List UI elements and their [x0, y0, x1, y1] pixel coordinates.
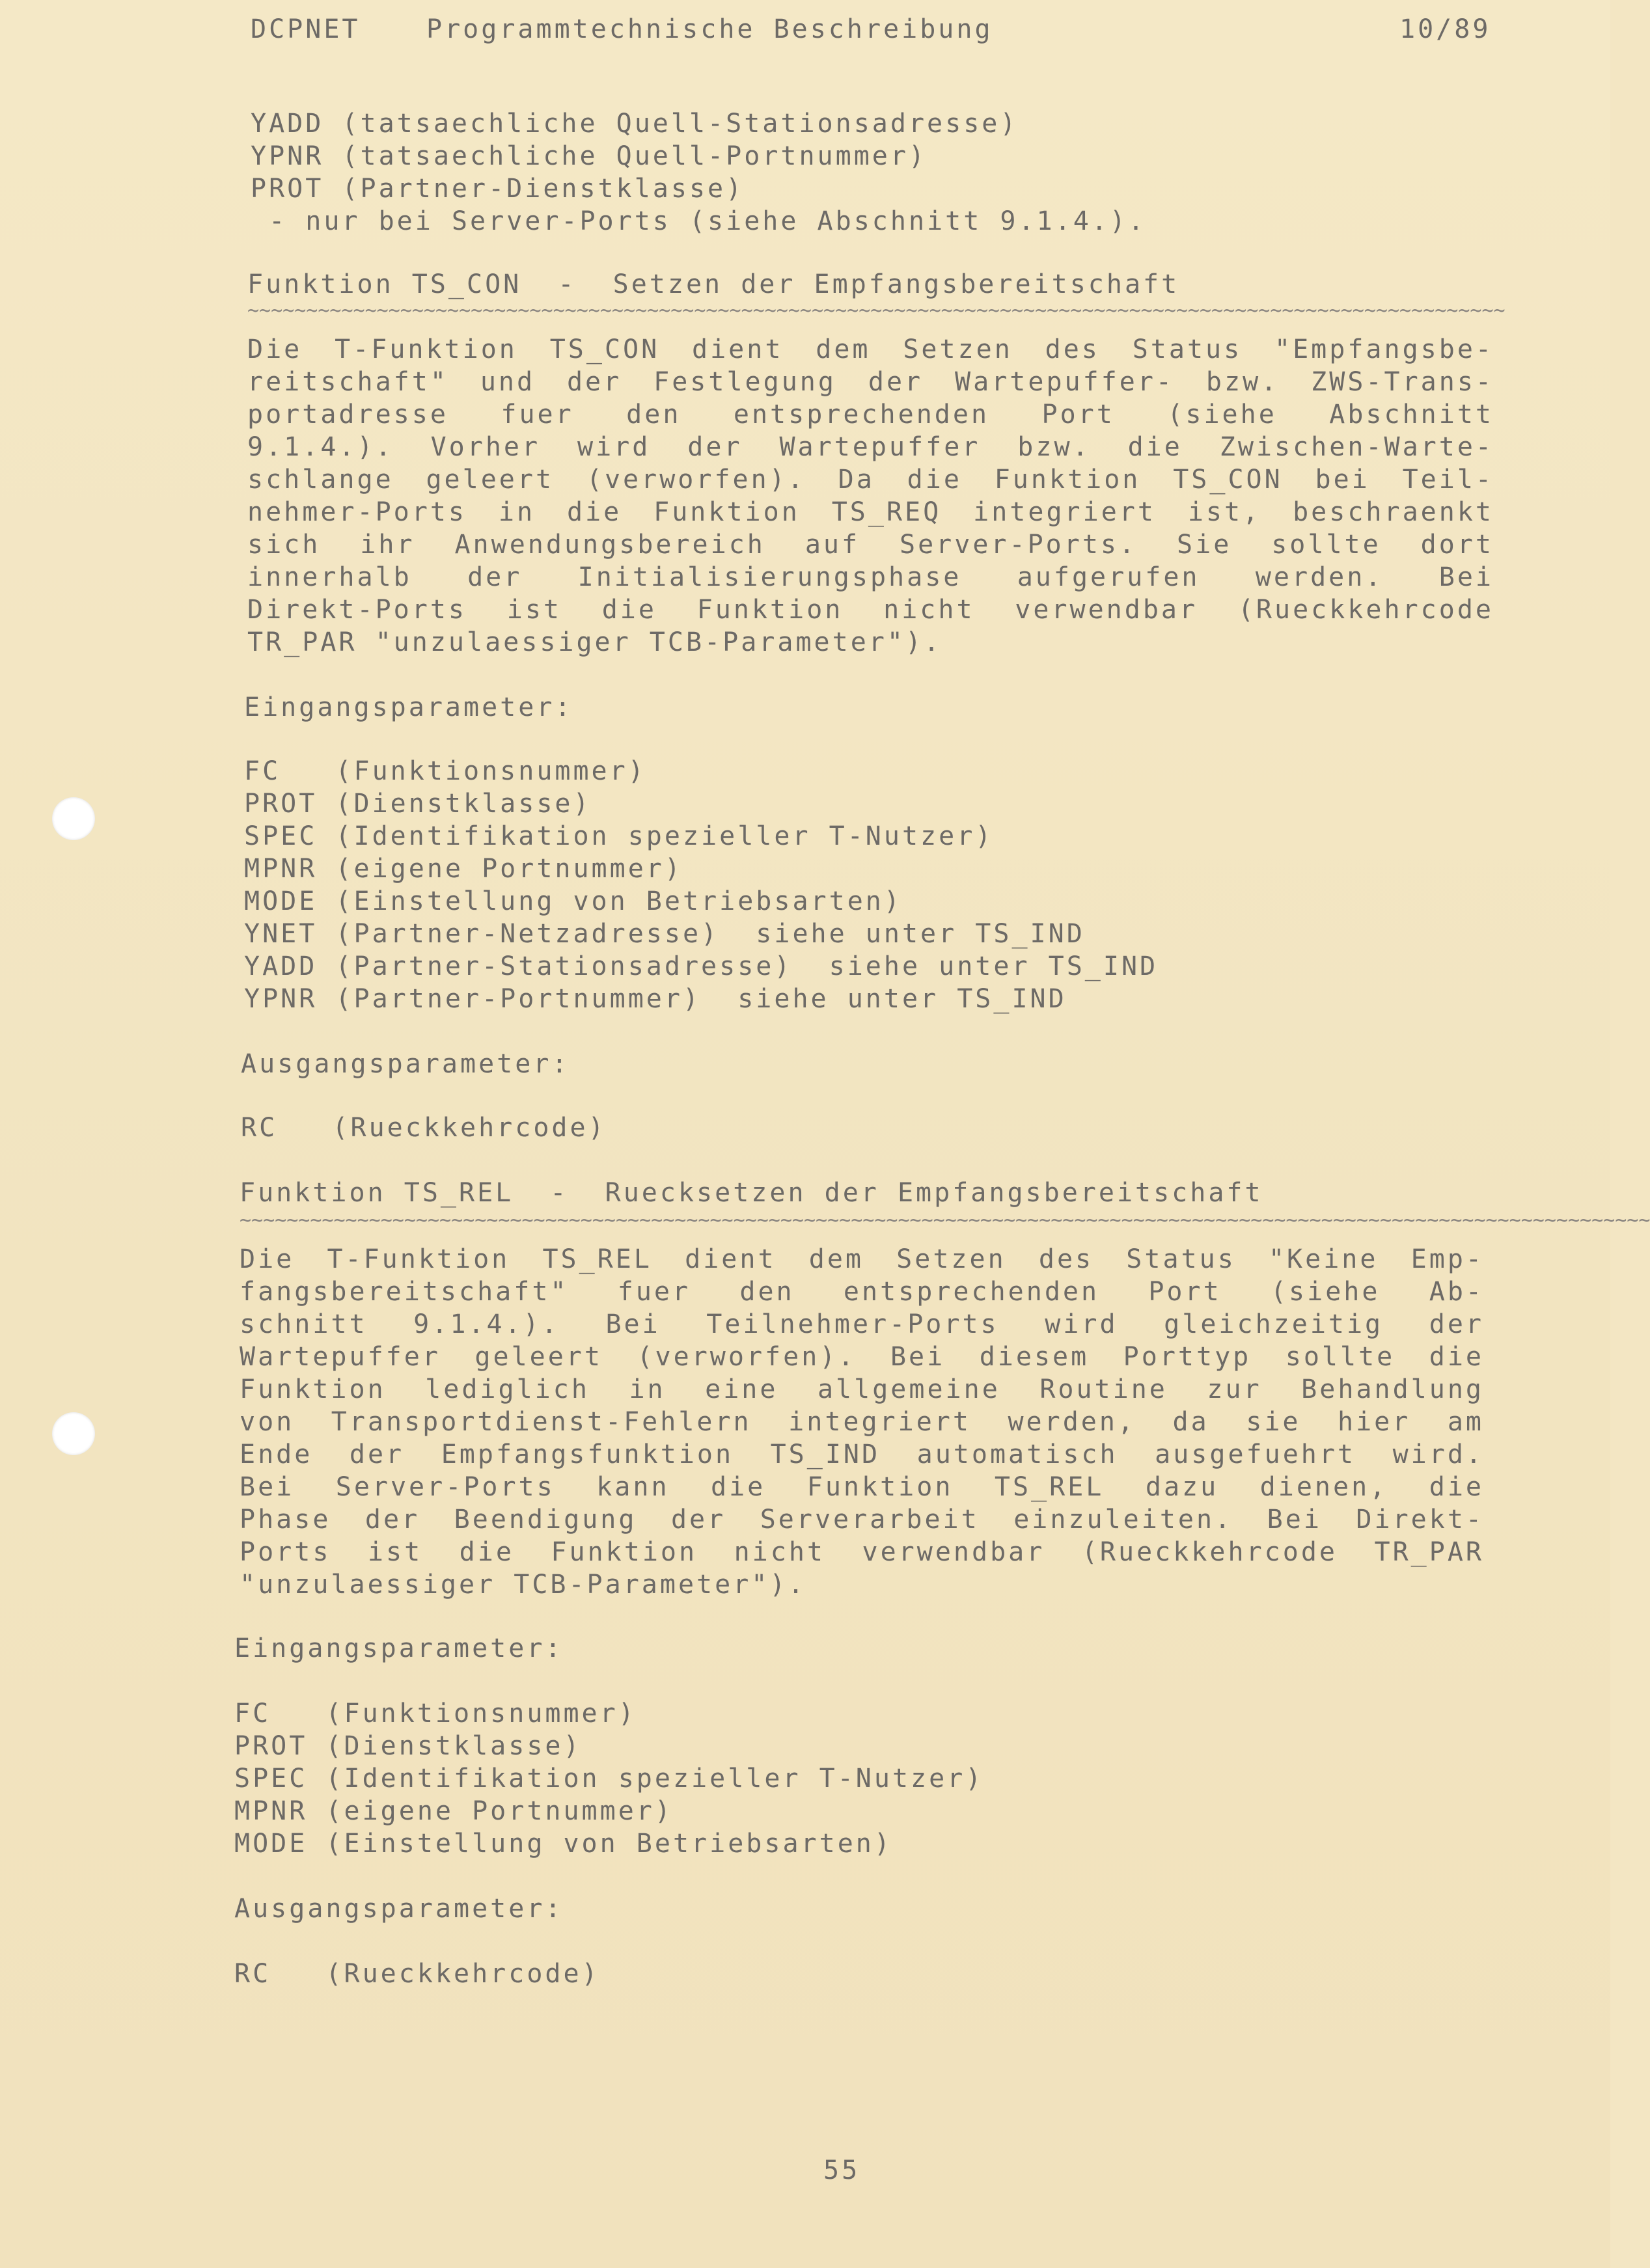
body-line: 9.1.4.). Vorher wird der Wartepuffer bzw. die Zwischen-Warte- — [247, 432, 1494, 462]
param-line: MODE (Einstellung von Betriebsarten) — [234, 1829, 892, 1859]
section-heading: Funktion TS_CON - Setzen der Empfangsbereitschaft — [247, 269, 1180, 299]
body-line: Wartepuffer geleert (verworfen). Bei diesem Porttyp sollte die — [240, 1342, 1484, 1372]
body-line: TR_PAR "unzulaessiger TCB-Parameter"). — [247, 627, 942, 657]
param-line: FC (Funktionsnummer) — [244, 756, 646, 786]
body-line: reitschaft" und der Festlegung der Wartepuffer- bzw. ZWS-Trans- — [247, 367, 1494, 397]
body-line: Ende der Empfangsfunktion TS_IND automatisch ausgefuehrt wird. — [240, 1440, 1484, 1469]
output-params-label: Ausgangsparameter: — [241, 1049, 570, 1079]
body-line: von Transportdienst-Fehlern integriert werden, da sie hier am — [240, 1407, 1484, 1437]
body-line: fangsbereitschaft" fuer den entsprechenden Port (siehe Ab- — [240, 1277, 1484, 1307]
header-left: DCPNET — [251, 14, 361, 44]
param-line: SPEC (Identifikation spezieller T-Nutzer) — [244, 821, 994, 851]
intro-line: - nur bei Server-Ports (siehe Abschnitt 9.1.4.). — [251, 206, 1147, 236]
body-line: portadresse fuer den entsprechenden Port (siehe Abschnitt — [247, 400, 1494, 430]
param-line: PROT (Dienstklasse) — [244, 789, 592, 819]
body-line: "unzulaessiger TCB-Parameter"). — [240, 1570, 806, 1600]
body-line: schnitt 9.1.4.). Bei Teilnehmer-Ports wird gleichzeitig der — [240, 1309, 1484, 1339]
param-line: RC (Rueckkehrcode) — [234, 1959, 600, 1989]
param-line: MODE (Einstellung von Betriebsarten) — [244, 886, 902, 916]
body-line: Funktion lediglich in eine allgemeine Routine zur Behandlung — [240, 1374, 1484, 1404]
param-line: YPNR (Partner-Portnummer) siehe unter TS_IND — [244, 984, 1067, 1014]
body-line: Direkt-Ports ist die Funktion nicht verwendbar (Rueckkehrcode — [247, 595, 1494, 625]
param-line: RC (Rueckkehrcode) — [241, 1113, 607, 1143]
param-line: PROT (Dienstklasse) — [234, 1731, 582, 1761]
param-line: YADD (Partner-Stationsadresse) siehe unter TS_IND — [244, 951, 1159, 981]
punch-hole-bottom — [52, 1412, 95, 1455]
param-line: MPNR (eigene Portnummer) — [234, 1796, 673, 1826]
param-line: SPEC (Identifikation spezieller T-Nutzer) — [234, 1764, 984, 1794]
intro-line: YPNR (tatsaechliche Quell-Portnummer) — [251, 141, 928, 171]
body-line: Bei Server-Ports kann die Funktion TS_REL dazu dienen, die — [240, 1472, 1484, 1502]
param-line: FC (Funktionsnummer) — [234, 1699, 637, 1728]
body-line: sich ihr Anwendungsbereich auf Server-Ports. Sie sollte dort — [247, 530, 1494, 560]
heading-tilde-rule: ~~~~~~~~~~~~~~~~~~~~~~~~~~~~~~~~~~~~~~~~~~~~~~~~~~~~~~~~~~~~~~~~~~~~~~~~~~~~~~~~~~~~~~~~~~~~~~~~~~~~~~~~~~~ — [247, 299, 1506, 322]
param-line: MPNR (eigene Portnummer) — [244, 854, 683, 884]
body-line: innerhalb der Initialisierungsphase aufgerufen werden. Bei — [247, 562, 1494, 592]
body-line: Phase der Beendigung der Serverarbeit einzuleiten. Bei Direkt- — [240, 1505, 1484, 1535]
output-params-label: Ausgangsparameter: — [234, 1894, 564, 1924]
intro-line: YADD (tatsaechliche Quell-Stationsadresse) — [251, 109, 1019, 139]
body-line: Die T-Funktion TS_REL dient dem Setzen des Status "Keine Emp- — [240, 1244, 1484, 1274]
section-heading: Funktion TS_REL - Ruecksetzen der Empfangsbereitschaft — [240, 1178, 1263, 1208]
page-number: 55 — [823, 2155, 860, 2185]
body-line: Die T-Funktion TS_CON dient dem Setzen des Status "Empfangsbe- — [247, 335, 1494, 364]
input-params-label: Eingangsparameter: — [244, 692, 573, 722]
param-line: YNET (Partner-Netzadresse) siehe unter TS_IND — [244, 919, 1085, 949]
header-date: 10/89 — [1399, 14, 1491, 44]
body-line: schlange geleert (verworfen). Da die Funktion TS_CON bei Teil- — [247, 465, 1494, 495]
body-line: Ports ist die Funktion nicht verwendbar (Rueckkehrcode TR_PAR — [240, 1537, 1484, 1567]
intro-line: PROT (Partner-Dienstklasse) — [251, 174, 745, 204]
input-params-label: Eingangsparameter: — [234, 1633, 564, 1663]
punch-hole-top — [52, 797, 95, 840]
heading-tilde-rule: ~~~~~~~~~~~~~~~~~~~~~~~~~~~~~~~~~~~~~~~~~~~~~~~~~~~~~~~~~~~~~~~~~~~~~~~~~~~~~~~~~~~~~~~~~~~~~~~~~~~~~~~~~~~~~~~~~~~~~~~~ — [240, 1209, 1650, 1232]
header-title: Programmtechnische Beschreibung — [426, 14, 993, 44]
body-line: nehmer-Ports in die Funktion TS_REQ integriert ist, beschraenkt — [247, 497, 1494, 527]
